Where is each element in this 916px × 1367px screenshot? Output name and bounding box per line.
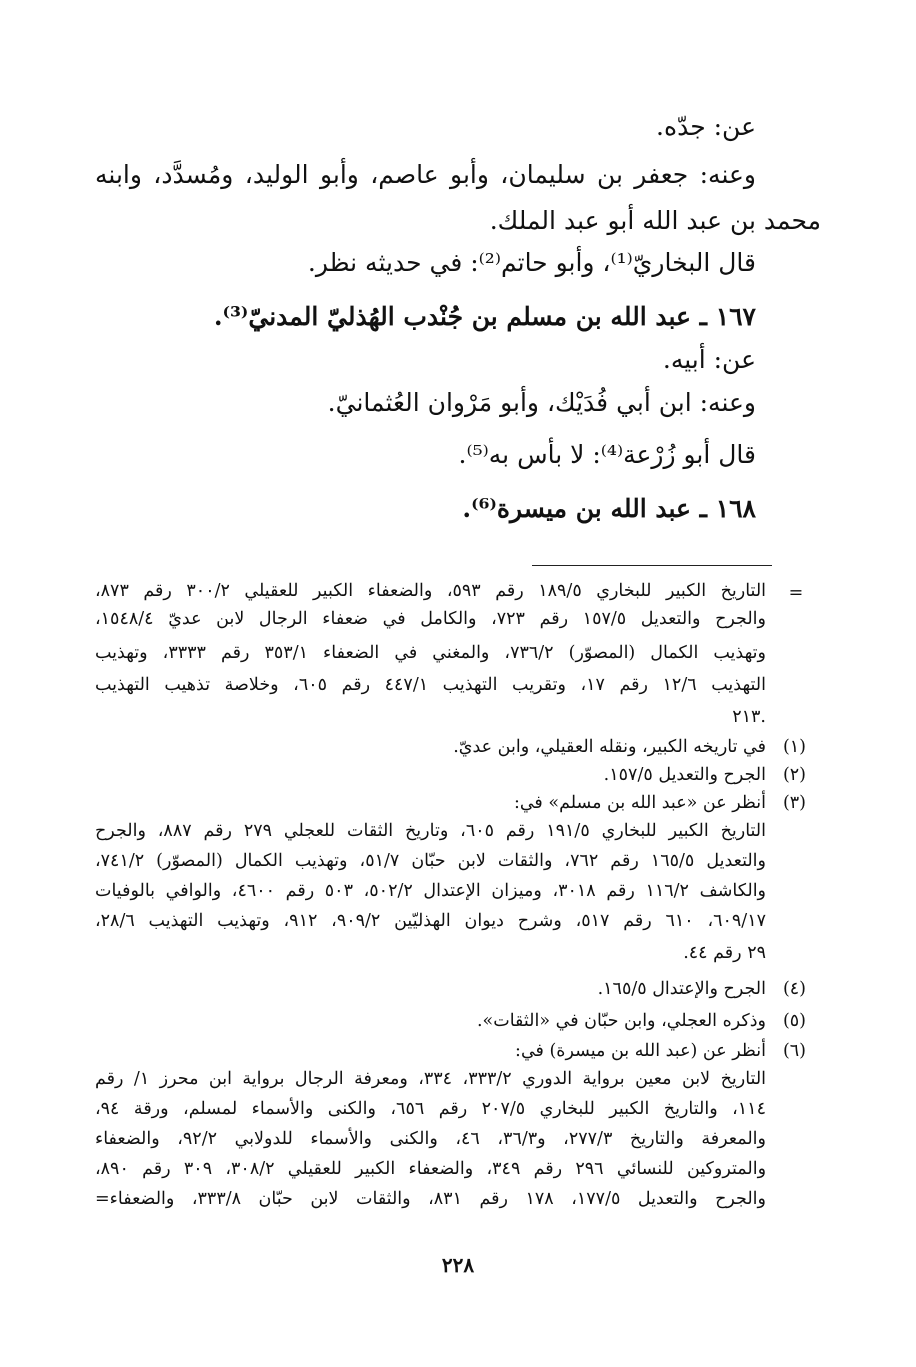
footnote-1-line-1: في تاريخه الكبير، ونقله العقيلي، وابن عديّ. [453, 737, 766, 757]
footnote-6-line-4: والمعرفة والتاريخ ٢٧٧/٣، و٣٦/٣، ٤٦، والكنى والأسماء للدولابي ٩٢/٢، والضعفاء [95, 1129, 766, 1149]
footnote-3-line-5: ٦٠٩/١٧، ٦١٠ رقم ٥١٧، وشرح ديوان الهذليّين ٩٠٩/٢، ٩١٢، وتهذيب التهذيب ٢٨/٦، [95, 911, 767, 931]
footnote-3-line-3: والتعديل ١٦٥/٥ رقم ٧٦٢، والثقات لابن حبّان ٥١/٧، وتهذيب الكمال (المصوّر) ٧٤١/٢، [95, 851, 766, 871]
footnote-separator [532, 565, 772, 566]
footnote-cont-line-1: التاريخ الكبير للبخاري ١٨٩/٥ رقم ٥٩٣، والضعفاء الكبير للعقيلي ٣٠٠/٢ رقم ٨٧٣، [95, 581, 767, 601]
footnote-3-line-1: أنظر عن «عبد الله بن مسلم» في: [513, 793, 766, 813]
footnote-3-line-2: التاريخ الكبير للبخاري ١٩١/٥ رقم ٦٠٥، وتاريخ الثقات للعجلي ٢٧٩ رقم ٨٨٧، والجرح [95, 821, 767, 841]
footnote-number-2: (٢) [782, 765, 806, 785]
page-number: ٢٢٨ [441, 1253, 475, 1277]
footnote-cont-line-3: وتهذيب الكمال (المصوّر) ٧٣٦/٢، والمغني في الضعفاء ٣٥٣/١ رقم ٣٣٣٣، وتهذيب [95, 643, 766, 663]
footnote-6-line-2: التاريخ لابن معين برواية الدوري ٣٣٣/٢، ٣٣٤، ومعرفة الرجال برواية ابن محرز ١/ رقم [95, 1069, 767, 1089]
footnote-cont-line-2: والجرح والتعديل ١٥٧/٥ رقم ٧٢٣، والكامل في ضعفاء الرجال لابن عديّ ١٥٤٨/٤، [95, 609, 766, 629]
footnote-2-line-1: الجرح والتعديل ١٥٧/٥. [603, 765, 766, 785]
footnote-number-6: (٦) [782, 1041, 806, 1061]
main-line-3: محمد بن عبد الله أبو عبد الملك. [489, 206, 821, 235]
footnote-6-line-5: والمتروكين للنسائي ٢٩٦ رقم ٣٤٩، والضعفاء الكبير للعقيلي ٣٠٨/٢، ٣٠٩ رقم ٨٩٠، [95, 1159, 767, 1179]
entry-heading-168: ١٦٨ ـ عبد الله بن ميسرة⁽⁶⁾. [462, 494, 756, 523]
footnote-3-line-6: ٢٩ رقم ٤٤. [683, 943, 766, 963]
footnote-number-1: (١) [782, 737, 806, 757]
main-line-1: عن: جدّه. [656, 112, 756, 141]
footnote-6-line-6: والجرح والتعديل ١٧٧/٥، ١٧٨ رقم ٨٣١، والثقات لابن حبّان ٣٣٣/٨، والضعفاء= [95, 1189, 766, 1209]
main-line-8: قال أبو زُرْعة⁽⁴⁾: لا بأس به⁽⁵⁾. [458, 440, 756, 469]
footnote-6-line-1: أنظر عن (عبد الله بن ميسرة) في: [515, 1041, 766, 1061]
footnote-cont-line-4: التهذيب ١٢/٦ رقم ١٧، وتقريب التهذيب ٤٤٧/١ رقم ٦٠٥، وخلاصة تذهيب التهذيب [95, 675, 766, 695]
footnote-6-line-3: ١١٤، والتاريخ الكبير للبخاري ٢٠٧/٥ رقم ٦٥٦، والكنى والأسماء لمسلم، ورقة ٩٤، [95, 1099, 766, 1119]
footnote-3-line-4: والكاشف ١١٦/٢ رقم ٣٠١٨، وميزان الإعتدال ٥٠٢/٢، ٥٠٣ رقم ٤٦٠٠، والوافي بالوفيات [95, 881, 767, 901]
footnote-number-4: (٤) [782, 979, 806, 999]
footnote-continuation-marker: = [788, 583, 804, 603]
footnote-cont-line-5: ٢١٣. [732, 707, 766, 727]
main-line-6: عن: أبيه. [662, 345, 756, 374]
footnote-number-3: (٣) [782, 793, 806, 813]
main-line-4: قال البخاريّ⁽¹⁾، وأبو حاتم⁽²⁾: في حديثه نظر. [307, 248, 756, 277]
entry-heading-167: ١٦٧ ـ عبد الله بن مسلم بن جُنْدب الهُذليّ المدنيّ⁽³⁾. [213, 302, 756, 331]
footnote-5-line-1: وذكره العجلي، وابن حبّان في «الثقات». [476, 1011, 766, 1031]
footnote-4-line-1: الجرح والإعتدال ١٦٥/٥. [597, 979, 766, 999]
main-line-2: وعنه: جعفر بن سليمان، وأبو عاصم، وأبو الوليد، ومُسدَّد، وابنه [95, 160, 756, 189]
footnote-number-5: (٥) [782, 1011, 806, 1031]
main-line-7: وعنه: ابن أبي فُدَيْك، وأبو مَرْوان العُثمانيّ. [327, 388, 756, 417]
